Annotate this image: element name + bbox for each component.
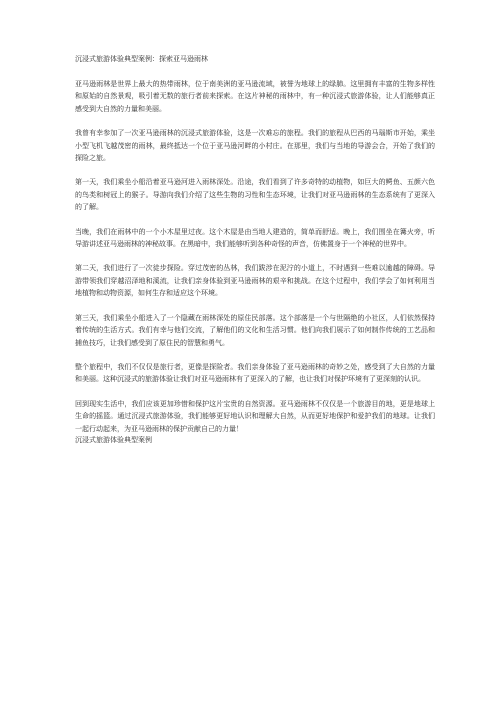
paragraph-day-three: 第三天，我们乘坐小船进入了一个隐藏在雨林深处的原住民部落。这个部落是一个与世隔绝的小社区，人们依然保持着传统的生活方式。我们有幸与他们交流，了解他们的文化和生活习惯。他们向我们展示了如何制作传统的工艺品和捕鱼技巧，让我们感受到了原住民的智慧和勇气。 [75, 313, 435, 347]
document-page [75, 54, 435, 445]
paragraph-intro: 亚马逊雨林是世界上最大的热带雨林，位于南美洲的亚马逊流域，被誉为地球上的绿肺。这里拥有丰富的生物多样性和原始的自然景观，吸引着无数的旅行者前来探索。在这片神秘的雨林中，有一种沉浸式旅游体验，让人们能够真正感受到大自然的力量和美丽。 [75, 80, 435, 113]
paragraph-journey-start: 我曾有幸参加了一次亚马逊雨林的沉浸式旅游体验，这是一次难忘的旅程。我们的旅程从巴西的马瑙斯市开始，乘坐小型飞机飞越茂密的雨林，最终抵达一个位于亚马逊河畔的小村庄。在那里，我们与当地的导游会合，开始了我们的探险之旅。 [75, 129, 435, 163]
paragraph-night-cabin: 当晚，我们在雨林中的一个小木屋里过夜。这个木屋是由当地人建造的，简单而舒适。晚上，我们围坐在篝火旁，听导游讲述亚马逊雨林的神秘故事。在黑暗中，我们能够听到各种奇怪的声音，仿佛置身于一个神秘的世界中。 [75, 227, 435, 249]
document-footer: 沉浸式旅游体验典型案例 [75, 435, 152, 444]
paragraph-conclusion: 回到现实生活中，我们应该更加珍惜和保护这片宝贵的自然资源。亚马逊雨林不仅仅是一个旅游目的地，更是地球上生命的摇篮。通过沉浸式旅游体验，我们能够更好地认识和理解大自然，从而更好地保护和爱护我们的地球。让我们一起行动起来，为亚马逊雨林的保护贡献自己的力量！ [75, 399, 435, 433]
paragraph-day-two: 第二天，我们进行了一次徒步探险。穿过茂密的丛林，我们跋涉在泥泞的小道上，不时遇到一些难以逾越的障碍。导游带领我们穿越沼泽地和溪流，让我们亲身体验到亚马逊雨林的艰辛和挑战。在这个过程中，我们学会了如何利用当地植物和动物资源，如何生存和适应这个环境。 [75, 264, 435, 298]
paragraph-reflection: 整个旅程中，我们不仅仅是旅行者，更像是探险者。我们亲身体验了亚马逊雨林的奇妙之处，感受到了大自然的力量和美丽。这种沉浸式的旅游体验让我们对亚马逊雨林有了更深入的了解，也让我们对保护环境有了更深刻的认识。 [75, 362, 435, 384]
document-title: 沉浸式旅游体验典型案例：探索亚马逊雨林 [75, 55, 208, 63]
paragraph-day-one: 第一天，我们乘坐小船沿着亚马逊河进入雨林深处。沿途，我们看到了许多奇特的动植物，如巨大的鳄鱼、五颜六色的鸟类和树冠上的猴子。导游向我们介绍了这些生物的习性和生态环境，让我们对亚马逊雨林的生态系统有了更深入的了解。 [75, 178, 435, 212]
